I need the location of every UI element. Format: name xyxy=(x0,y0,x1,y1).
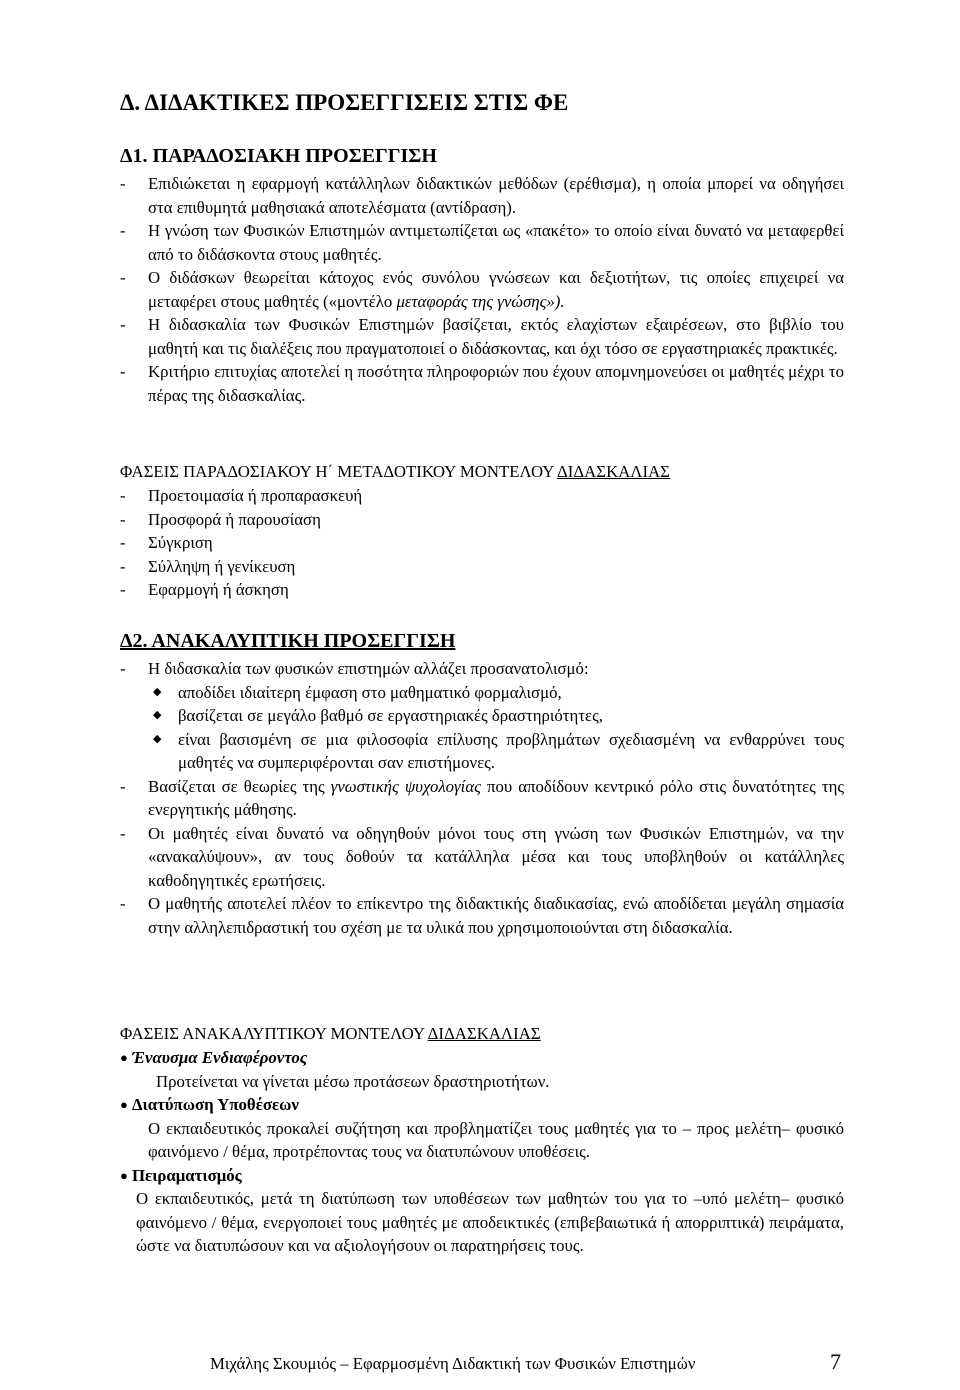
dash-marker: - xyxy=(120,776,126,796)
sub-list-item: ◆ αποδίδει ιδιαίτερη έμφαση στο μαθηματικό φορμαλισμό, xyxy=(120,681,844,705)
round-bullet-icon: ● xyxy=(120,1097,128,1112)
section1-list xyxy=(120,172,844,407)
dash-marker: - xyxy=(120,362,126,381)
dash-marker: - xyxy=(120,894,126,913)
list-item: - Ο διδάσκων θεωρείται κάτοχος ενός συνόλου γνώσεων και δεξιοτήτων, τις οποίες επιχειρεί να μεταφέρει στους μαθητές («μοντέλο μεταφοράς της γνώσης»). xyxy=(120,268,844,311)
dash-marker: - xyxy=(120,659,126,678)
phase-heading: ● Έναυσμα Ενδιαφέροντος xyxy=(120,1046,844,1070)
phase-heading: ● Πειραματισμός xyxy=(120,1164,844,1188)
list-item: - Βασίζεται σε θεωρίες της γνωστικής ψυχολογίας που αποδίδουν κεντρικό ρόλο στις δυνατότητες της ενεργητικής μάθησης. xyxy=(120,776,844,819)
phase-body: Ο εκπαιδευτικός προκαλεί συζήτηση και προβληματίζει τους μαθητές για το – προς μελέτη– φυσικό φαινόμενο / θέμα, προτρέποντας τους να διατυπώνουν υποθέσεις. xyxy=(148,1118,844,1161)
section1-phases-heading: ΦΑΣΕΙΣ ΠΑΡΑΔΟΣΙΑΚΟΥ Η΄ ΜΕΤΑΔΟΤΙΚΟΥ ΜΟΝΤΕΛΟΥ ΔΙΔΑΣΚΑΛΙΑΣ xyxy=(120,462,670,481)
phase-heading: ● Διατύπωση Υποθέσεων xyxy=(120,1093,844,1117)
list-item: - Προσφορά ή παρουσίαση xyxy=(120,508,844,532)
list-item: - Σύγκριση xyxy=(120,531,844,555)
list-item: - Ο μαθητής αποτελεί πλέον το επίκεντρο της διδακτικής διαδικασίας, ενώ αποδίδεται μεγάλη σημασία στην αλληλεπιδραστική του σχέση με τα υλικά που χρησιμοποιούνται στη διδασκαλία. xyxy=(120,894,844,937)
dash-marker: - xyxy=(120,221,126,240)
list-item: - Η γνώση των Φυσικών Επιστημών αντιμετωπίζεται ως «πακέτο» το οποίο είναι δυνατό να μεταφερθεί από το διδάσκοντα στους μαθητές. xyxy=(120,221,844,264)
page-number: 7 xyxy=(830,1349,841,1374)
section1-phases-list xyxy=(120,484,844,602)
diamond-bullet-icon: ◆ xyxy=(153,709,162,721)
phase-body: Προτείνεται να γίνεται μέσω προτάσεων δραστηριοτήτων. xyxy=(156,1071,550,1091)
dash-marker: - xyxy=(120,556,126,576)
section2-list xyxy=(120,657,844,939)
dash-marker: - xyxy=(120,509,126,529)
list-item: - Επιδιώκεται η εφαρμογή κατάλληλων διδακτικών μεθόδων (ερέθισμα), η οποία μπορεί να οδηγήσει στα επιθυμητά μαθησιακά αποτελέσματα (αντίδραση). xyxy=(120,174,844,217)
section2-phases xyxy=(120,1046,844,1258)
list-item: - Σύλληψη ή γενίκευση xyxy=(120,555,844,579)
dash-marker: - xyxy=(120,486,126,505)
dash-marker: - xyxy=(120,823,126,843)
round-bullet-icon: ● xyxy=(120,1167,128,1183)
page-footer: Μιχάλης Σκουμιός – Εφαρμοσμένη Διδακτική των Φυσικών Επιστημών xyxy=(210,1354,696,1373)
sub-list-item: ◆ βασίζεται σε μεγάλο βαθμό σε εργαστηριακές δραστηριότητες, xyxy=(120,704,844,728)
dash-marker: - xyxy=(120,533,126,552)
round-bullet-icon: ● xyxy=(120,1050,128,1065)
section1-heading: Δ1. ΠΑΡΑΔΟΣΙΑΚΗ ΠΡΟΣΕΓΓΙΣΗ xyxy=(120,145,437,167)
sub-list-item: ◆ είναι βασισμένη σε μια φιλοσοφία επίλυσης προβλημάτων σχεδιασμένη να ενθαρρύνει τους μαθητές να συμπεριφέρονται σαν επιστήμονες. xyxy=(153,729,844,772)
diamond-bullet-icon: ◆ xyxy=(153,685,162,698)
page-title: Δ. ΔΙΔΑΚΤΙΚΕΣ ΠΡΟΣΕΓΓΙΣΕΙΣ ΣΤΙΣ ΦΕ xyxy=(120,90,569,115)
list-item: - Προετοιμασία ή προπαρασκευή xyxy=(120,484,844,508)
list-item: - Κριτήριο επιτυχίας αποτελεί η ποσότητα πληροφοριών που έχουν απομνημονεύσει οι μαθητές μέχρι το πέρας της διδασκαλίας. xyxy=(120,362,844,405)
section2-phases-heading: ΦΑΣΕΙΣ ΑΝΑΚΑΛΥΠΤΙΚΟΥ ΜΟΝΤΕΛΟΥ ΔΙΔΑΣΚΑΛΙΑΣ xyxy=(120,1024,541,1043)
dash-marker: - xyxy=(120,580,126,599)
list-item: - Οι μαθητές είναι δυνατό να οδηγηθούν μόνοι τους στη γνώση των Φυσικών Επιστημών, να την «ανακαλύψουν», αν τους δοθούν τα κατάλληλα μέσα και τους υποβληθούν οι κατάλληλες καθοδηγητικές ερωτήσεις. xyxy=(120,823,844,890)
list-item: - Η διδασκαλία των φυσικών επιστημών αλλάζει προσανατολισμό: xyxy=(120,657,844,681)
list-item: - Εφαρμογή ή άσκηση xyxy=(120,578,844,602)
dash-marker: - xyxy=(120,315,126,334)
dash-marker: - xyxy=(120,268,126,287)
dash-marker: - xyxy=(120,174,126,193)
section2-heading: Δ2. ΑΝΑΚΑΛΥΠΤΙΚΗ ΠΡΟΣΕΓΓΙΣΗ xyxy=(120,630,456,652)
phase-body: Ο εκπαιδευτικός, μετά τη διατύπωση των υποθέσεων των μαθητών του για το –υπό μελέτη– φυσικό φαινόμενο / θέμα, ενεργοποιεί τους μαθητές με αποδεικτικές (επιβεβαιωτικά ή απορριπτικά) πειράματα, ώστε να διατυπώσουν και να αξιολογήσουν οι παρατηρήσεις τους. xyxy=(136,1189,844,1255)
list-item: - Η διδασκαλία των Φυσικών Επιστημών βασίζεται, εκτός ελαχίστων εξαιρέσεων, στο βιβλίο του μαθητή και τις διαλέξεις που πραγματοποιεί ο διδάσκοντας, και όχι τόσο σε εργαστηριακές πρακτικές. xyxy=(120,315,844,358)
diamond-bullet-icon: ◆ xyxy=(153,732,162,745)
